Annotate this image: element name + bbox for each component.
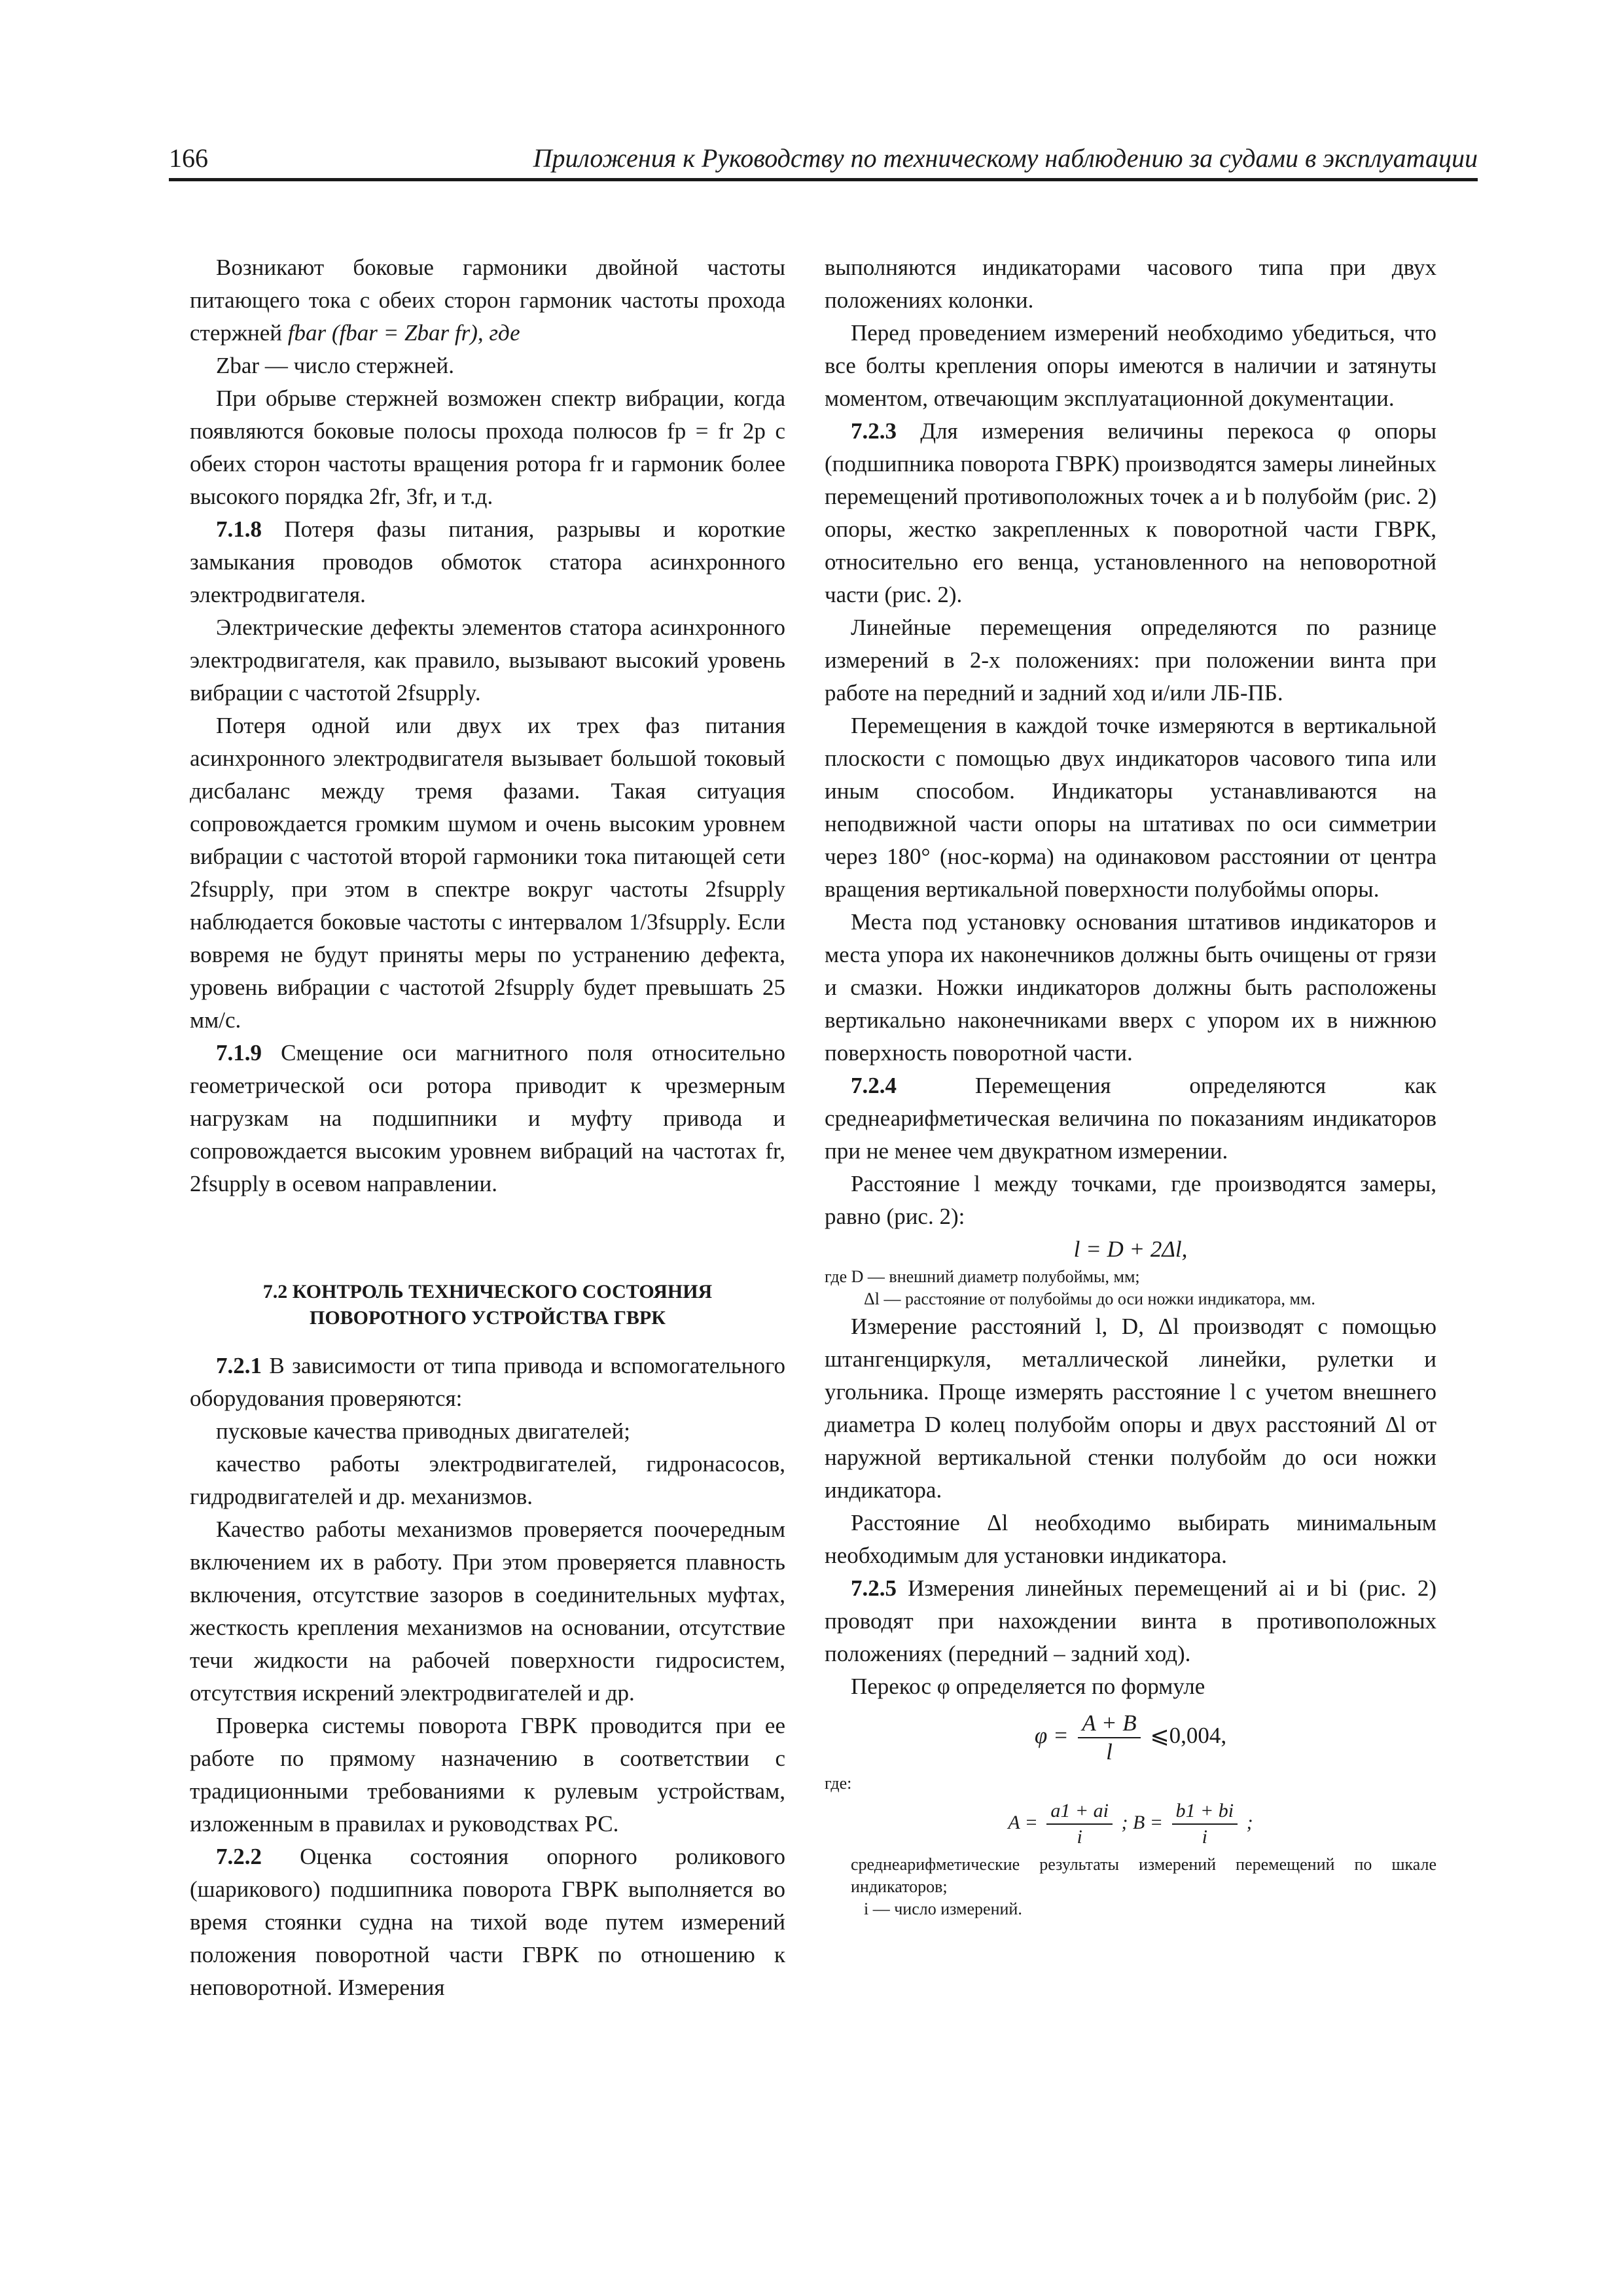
formula-where: где: [825, 1774, 852, 1793]
paragraph: пусковые качества приводных двигателей; [216, 1418, 630, 1444]
paragraph: Расстояние Δl необходимо выбирать минимальным необходимым для установки индикатора. [825, 1510, 1436, 1568]
paragraph: Перемещения в каждой точке измеряются в вертикальной плоскости с помощью двух индикаторов часового типа или иным способом. Индикаторы устанавливаются на неподвижной части опоры на штативах по оси симметрии через 180° (нос-корма) на одинаковом расстоянии от центра вращения вертикальной поверхности полубоймы опоры. [825, 713, 1436, 902]
header-rule [169, 178, 1478, 181]
section-number: 7.1.8 [216, 516, 262, 542]
page-header [169, 143, 1478, 179]
paragraph: При обрыве стержней возможен спектр вибрации, когда появляются боковые полосы прохода полюсов fp = fr 2p с обеих сторон частоты вращения ротора fr и гармоник более высокого порядка 2fr, 3fr, и т.д. [190, 386, 785, 509]
section-number: 7.2.2 [216, 1844, 262, 1869]
paragraph: 7.1.8 Потеря фазы питания, разрывы и короткие замыкания проводов обмоток статора асинхронного электродвигателя. [190, 516, 785, 607]
formula-where: Δl — расстояние от полубоймы до оси ножки индикатора, мм. [864, 1289, 1315, 1308]
section-number: 7.1.9 [216, 1040, 262, 1066]
paragraph: 7.2.5 Измерения линейных перемещений ai и bi (рис. 2) проводят при нахождении винта в противоположных положениях (передний – задний ход). [825, 1575, 1436, 1666]
formula-note: i — число измерений. [864, 1899, 1022, 1918]
left-column [190, 251, 785, 2004]
formula-l: l = D + 2Δl, [1073, 1236, 1188, 1262]
paragraph: 7.1.9 Смещение оси магнитного поля относительно геометрической оси ротора приводит к чрезмерным нагрузкам на подшипники и муфту привода и сопровождается высоким уровнем вибраций на частотах fr, 2fsupply в осевом направлении. [190, 1040, 785, 1196]
section-number: 7.2.1 [216, 1353, 262, 1378]
paragraph: Возникают боковые гармоники двойной частоты питающего тока с обеих сторон гармоник частоты прохода стержней fbar (fbar = Zbar fr), где [190, 255, 785, 346]
paragraph: 7.2.1 В зависимости от типа привода и вспомогательного оборудования проверяются: [190, 1353, 785, 1411]
paragraph: Измерение расстояний l, D, Δl производят с помощью штангенциркуля, металлической линейки, рулетки и угольника. Проще измерять расстояние l с учетом внешнего диаметра D колец полубойм опоры и двух расстояний Δl от наружной вертикальной стенки полубойм до оси ножки индикатора. [825, 1314, 1436, 1503]
section-number: 7.2.5 [851, 1575, 897, 1601]
section-number: 7.2.4 [851, 1073, 897, 1098]
paragraph: Перекос φ определяется по формуле [851, 1674, 1205, 1699]
paragraph: Zbar — число стержней. [216, 353, 454, 378]
paragraph: Места под установку основания штативов индикаторов и места упора их наконечников должны быть очищены от грязи и смазки. Ножки индикаторов должны быть расположены вертикально наконечниками вверх с упором их в нижнюю поверхность поворотной части. [825, 909, 1436, 1066]
paragraph: 7.2.3 Для измерения величины перекоса φ опоры (подшипника поворота ГВРК) производятся замеры линейных перемещений противоположных точек a и b полубойм (рис. 2) опоры, жестко закрепленных к поворотной части ГВРК, относительно его венца, установленного на неповоротной части (рис. 2). [825, 418, 1436, 607]
paragraph: Перед проведением измерений необходимо убедиться, что все болты крепления опоры имеются в наличии и затянуты моментом, отвечающим эксплуатационной документации. [825, 320, 1436, 411]
section-number: 7.2.3 [851, 418, 897, 444]
running-title: Приложения к Руководству по техническому наблюдению за судами в эксплуатации [533, 143, 1478, 173]
paragraph: Линейные перемещения определяются по разнице измерений в 2-х положениях: при положении винта при работе на передний и задний ход и/или ЛБ-ПБ. [825, 615, 1436, 706]
formula-phi: φ = $\frac{A + B}{l}$ ⩽0,004, [1034, 1710, 1227, 1765]
section-heading: 7.2 КОНТРОЛЬ ТЕХНИЧЕСКОГО СОСТОЯНИЯ ПОВОРОТНОГО УСТРОЙСТВА ГВРК [262, 1281, 713, 1329]
paragraph: 7.2.2 Оценка состояния опорного роликового (шарикового) подшипника поворота ГВРК выполняется во время стоянки судна на тихой воде путем измерений положения поворотной части ГВРК по отношению к неповоротной. Измерения [190, 1844, 785, 2000]
paragraph: Электрические дефекты элементов статора асинхронного электродвигателя, как правило, вызывают высокий уровень вибрации с частотой 2fsupply. [190, 615, 785, 706]
formula-ab: A = $\frac{a1 + ai}{i}$ ; B = $\frac{b1 + bi}{i}$ ; [1008, 1800, 1253, 1848]
paragraph: качество работы электродвигателей, гидронасосов, гидродвигателей и др. механизмов. [190, 1451, 785, 1509]
formula-note: среднеарифметические результаты измерений перемещений по шкале индикаторов; [851, 1855, 1436, 1896]
right-column [825, 251, 1436, 1920]
paragraph: выполняются индикаторами часового типа при двух положениях колонки. [825, 255, 1436, 313]
formula-where: где D — внешний диаметр полубоймы, мм; [825, 1267, 1140, 1286]
paragraph: Качество работы механизмов проверяется поочередным включением их в работу. При этом проверяется плавность включения, отсутствие зазоров в соединительных муфтах, жесткость крепления механизмов на основании, отсутствие течи жидкости на рабочей поверхности гидросистем, отсутствия искрений электродвигателей и др. [190, 1516, 785, 1706]
page-number: 166 [169, 143, 208, 173]
paragraph: Расстояние l между точками, где производятся замеры, равно (рис. 2): [825, 1171, 1436, 1229]
paragraph: 7.2.4 Перемещения определяются как среднеарифметическая величина по показаниям индикаторов при не менее чем двукратном измерении. [825, 1073, 1436, 1164]
paragraph: Проверка системы поворота ГВРК проводится при ее работе по прямому назначению в соответствии с традиционными требованиями к рулевым устройствам, изложенным в правилах и руководствах РС. [190, 1713, 785, 1837]
paragraph: Потеря одной или двух их трех фаз питания асинхронного электродвигателя вызывает большой токовый дисбаланс между тремя фазами. Такая ситуация сопровождается громким шумом и очень высоким уровнем вибрации с частотой второй гармоники тока питающей сети 2fsupply, при этом в спектре вокруг частоты 2fsupply наблюдается боковые частоты с интервалом 1/3fsupply. Если вовремя не будут приняты меры по устранению дефекта, уровень вибрации с частотой 2fsupply будет превышать 25 мм/с. [190, 713, 785, 1033]
